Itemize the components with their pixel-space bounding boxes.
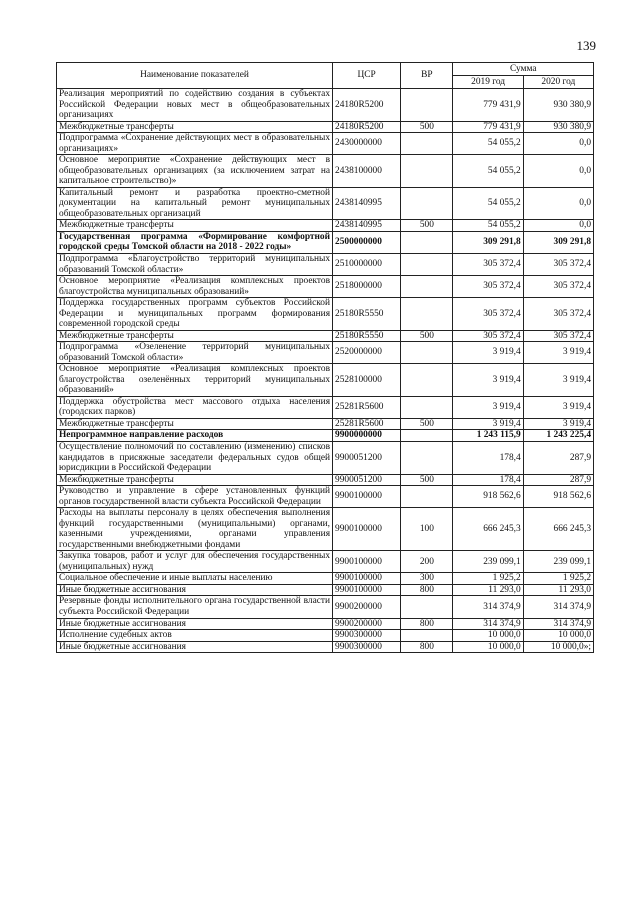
row-vr-cell xyxy=(401,596,453,618)
row-vr-cell xyxy=(401,430,453,442)
page-number: 139 xyxy=(576,38,596,53)
row-2020-cell: 930 380,9 xyxy=(523,121,593,133)
row-csr-cell: 9900100000 xyxy=(333,584,401,596)
header-vr: ВР xyxy=(401,63,453,89)
row-name-cell: Поддержка обустройства мест массового отдыха населения (городских парков) xyxy=(57,396,333,418)
row-vr-cell: 500 xyxy=(401,418,453,430)
row-csr-cell: 2528100000 xyxy=(333,364,401,397)
row-csr-cell: 9900100000 xyxy=(333,486,401,508)
row-csr-cell: 9900051200 xyxy=(333,474,401,486)
row-vr-cell: 500 xyxy=(401,474,453,486)
row-2019-cell: 11 293,0 xyxy=(453,584,523,596)
table-row xyxy=(57,89,594,122)
row-2020-cell: 314 374,9 xyxy=(523,618,593,630)
row-2020-cell: 0,0 xyxy=(523,187,593,220)
row-vr-cell: 800 xyxy=(401,641,453,653)
table-row xyxy=(57,641,594,653)
row-csr-cell: 2518000000 xyxy=(333,276,401,298)
row-name-cell: Руководство и управление в сфере установленных функций органов государственной власти субъекта Российской Федерации xyxy=(57,486,333,508)
row-csr-cell: 25180R5550 xyxy=(333,298,401,331)
row-2019-cell: 779 431,9 xyxy=(453,121,523,133)
table-row xyxy=(57,220,594,232)
row-2019-cell: 54 055,2 xyxy=(453,155,523,188)
row-name-cell: Основное мероприятие «Сохранение действующих мест в общеобразовательных организациях (за исключением затрат на капитальное строительство)» xyxy=(57,155,333,188)
row-vr-cell: 500 xyxy=(401,220,453,232)
row-vr-cell xyxy=(401,442,453,475)
row-name-cell: Иные бюджетные ассигнования xyxy=(57,641,333,653)
header-csr: ЦСР xyxy=(333,63,401,89)
row-name-cell: Межбюджетные трансферты xyxy=(57,121,333,133)
row-vr-cell xyxy=(401,155,453,188)
row-2020-cell: 305 372,4 xyxy=(523,298,593,331)
row-2020-cell: 666 245,3 xyxy=(523,508,593,551)
table-row xyxy=(57,276,594,298)
row-name-cell: Подпрограмма «Благоустройство территорий муниципальных образований Томской области» xyxy=(57,253,333,275)
row-vr-cell xyxy=(401,298,453,331)
row-2019-cell: 305 372,4 xyxy=(453,298,523,331)
table-row xyxy=(57,486,594,508)
row-vr-cell xyxy=(401,396,453,418)
row-2020-cell: 287,9 xyxy=(523,442,593,475)
row-2019-cell: 3 919,4 xyxy=(453,364,523,397)
row-name-cell: Резервные фонды исполнительного органа государственной власти субъекта Российской Федерации xyxy=(57,596,333,618)
row-2020-cell: 10 000,0 xyxy=(523,630,593,642)
row-2019-cell: 918 562,6 xyxy=(453,486,523,508)
row-name-cell: Исполнение судебных актов xyxy=(57,630,333,642)
row-vr-cell xyxy=(401,630,453,642)
row-csr-cell: 9900300000 xyxy=(333,641,401,653)
row-csr-cell: 2438140995 xyxy=(333,220,401,232)
table-row xyxy=(57,584,594,596)
table-row xyxy=(57,133,594,155)
row-name-cell: Основное мероприятие «Реализация комплексных проектов благоустройства озеленённых территорий муниципальных образований» xyxy=(57,364,333,397)
header-name: Наименование показателей xyxy=(57,63,333,89)
row-2020-cell: 10 000,0»; xyxy=(523,641,593,653)
row-vr-cell: 800 xyxy=(401,584,453,596)
row-2019-cell: 1 243 115,9 xyxy=(453,430,523,442)
row-name-cell: Закупка товаров, работ и услуг для обеспечения государственных (муниципальных) нужд xyxy=(57,551,333,573)
row-csr-cell: 2520000000 xyxy=(333,342,401,364)
table-row xyxy=(57,618,594,630)
table-row xyxy=(57,330,594,342)
table-row xyxy=(57,121,594,133)
row-2020-cell: 0,0 xyxy=(523,155,593,188)
row-vr-cell: 500 xyxy=(401,121,453,133)
row-csr-cell: 2510000000 xyxy=(333,253,401,275)
row-2019-cell: 3 919,4 xyxy=(453,418,523,430)
table-row xyxy=(57,187,594,220)
table-row xyxy=(57,430,594,442)
table-row xyxy=(57,253,594,275)
row-csr-cell: 25281R5600 xyxy=(333,396,401,418)
row-2020-cell: 930 380,9 xyxy=(523,89,593,122)
row-csr-cell: 2500000000 xyxy=(333,231,401,253)
row-name-cell: Государственная программа «Формирование комфортной городской среды Томской области на 2018 - 2022 годы» xyxy=(57,231,333,253)
row-2020-cell: 305 372,4 xyxy=(523,330,593,342)
row-name-cell: Межбюджетные трансферты xyxy=(57,220,333,232)
row-vr-cell xyxy=(401,486,453,508)
row-vr-cell: 300 xyxy=(401,573,453,585)
row-csr-cell: 2438140995 xyxy=(333,187,401,220)
row-2019-cell: 309 291,8 xyxy=(453,231,523,253)
row-csr-cell: 9900100000 xyxy=(333,508,401,551)
row-2019-cell: 10 000,0 xyxy=(453,630,523,642)
table-row xyxy=(57,573,594,585)
row-2019-cell: 305 372,4 xyxy=(453,330,523,342)
row-vr-cell xyxy=(401,253,453,275)
row-vr-cell xyxy=(401,276,453,298)
row-2020-cell: 0,0 xyxy=(523,133,593,155)
table-row xyxy=(57,396,594,418)
row-name-cell: Иные бюджетные ассигнования xyxy=(57,584,333,596)
table-row xyxy=(57,418,594,430)
row-csr-cell: 9900100000 xyxy=(333,551,401,573)
row-name-cell: Межбюджетные трансферты xyxy=(57,474,333,486)
row-vr-cell: 800 xyxy=(401,618,453,630)
row-2019-cell: 3 919,4 xyxy=(453,342,523,364)
row-2020-cell: 287,9 xyxy=(523,474,593,486)
row-csr-cell: 24180R5200 xyxy=(333,89,401,122)
row-csr-cell: 9900200000 xyxy=(333,618,401,630)
row-2020-cell: 309 291,8 xyxy=(523,231,593,253)
table-row xyxy=(57,508,594,551)
row-2019-cell: 666 245,3 xyxy=(453,508,523,551)
row-2020-cell: 3 919,4 xyxy=(523,396,593,418)
row-name-cell: Иные бюджетные ассигнования xyxy=(57,618,333,630)
table-row xyxy=(57,551,594,573)
row-csr-cell: 9900100000 xyxy=(333,573,401,585)
row-vr-cell xyxy=(401,133,453,155)
row-2020-cell: 3 919,4 xyxy=(523,342,593,364)
table-row xyxy=(57,231,594,253)
header-year-2020: 2020 год xyxy=(523,76,593,89)
row-2019-cell: 54 055,2 xyxy=(453,187,523,220)
row-csr-cell: 9900051200 xyxy=(333,442,401,475)
header-sum: Сумма xyxy=(453,63,594,76)
row-2019-cell: 3 919,4 xyxy=(453,396,523,418)
row-2020-cell: 0,0 xyxy=(523,220,593,232)
row-2020-cell: 239 099,1 xyxy=(523,551,593,573)
row-vr-cell xyxy=(401,231,453,253)
row-vr-cell: 100 xyxy=(401,508,453,551)
table-row xyxy=(57,630,594,642)
row-2019-cell: 54 055,2 xyxy=(453,133,523,155)
row-2020-cell: 11 293,0 xyxy=(523,584,593,596)
row-2019-cell: 178,4 xyxy=(453,474,523,486)
row-2020-cell: 305 372,4 xyxy=(523,276,593,298)
row-csr-cell: 9900000000 xyxy=(333,430,401,442)
row-2020-cell: 918 562,6 xyxy=(523,486,593,508)
row-2019-cell: 1 925,2 xyxy=(453,573,523,585)
row-vr-cell xyxy=(401,342,453,364)
row-csr-cell: 9900200000 xyxy=(333,596,401,618)
row-vr-cell xyxy=(401,89,453,122)
row-2020-cell: 1 925,2 xyxy=(523,573,593,585)
table-row xyxy=(57,298,594,331)
row-name-cell: Подпрограмма «Озеленение территорий муниципальных образований Томской области» xyxy=(57,342,333,364)
row-name-cell: Межбюджетные трансферты xyxy=(57,330,333,342)
row-vr-cell xyxy=(401,364,453,397)
row-2020-cell: 314 374,9 xyxy=(523,596,593,618)
row-2020-cell: 1 243 225,4 xyxy=(523,430,593,442)
table-row xyxy=(57,474,594,486)
row-name-cell: Социальное обеспечение и иные выплаты населению xyxy=(57,573,333,585)
row-csr-cell: 25180R5550 xyxy=(333,330,401,342)
row-2019-cell: 779 431,9 xyxy=(453,89,523,122)
row-csr-cell: 2430000000 xyxy=(333,133,401,155)
row-vr-cell: 500 xyxy=(401,330,453,342)
row-2019-cell: 305 372,4 xyxy=(453,276,523,298)
row-name-cell: Поддержка государственных программ субъектов Российской Федерации и муниципальных программ формирования современной городской среды xyxy=(57,298,333,331)
row-2019-cell: 305 372,4 xyxy=(453,253,523,275)
table-body xyxy=(57,89,594,653)
row-name-cell: Осуществление полномочий по составлению (изменению) списков кандидатов в присяжные заседатели федеральных судов общей юрисдикции в Российской Федерации xyxy=(57,442,333,475)
header-year-2019: 2019 год xyxy=(453,76,523,89)
row-2019-cell: 178,4 xyxy=(453,442,523,475)
row-vr-cell: 200 xyxy=(401,551,453,573)
table-row xyxy=(57,342,594,364)
row-2020-cell: 3 919,4 xyxy=(523,364,593,397)
row-name-cell: Основное мероприятие «Реализация комплексных проектов благоустройства муниципальных образований» xyxy=(57,276,333,298)
row-csr-cell: 2438100000 xyxy=(333,155,401,188)
table-row xyxy=(57,442,594,475)
row-name-cell: Межбюджетные трансферты xyxy=(57,418,333,430)
row-2020-cell: 305 372,4 xyxy=(523,253,593,275)
row-csr-cell: 24180R5200 xyxy=(333,121,401,133)
row-2020-cell: 3 919,4 xyxy=(523,418,593,430)
row-name-cell: Капитальный ремонт и разработка проектно-сметной документации на капитальный ремонт муниципальных общеобразовательных организаций xyxy=(57,187,333,220)
table-row xyxy=(57,155,594,188)
row-2019-cell: 10 000,0 xyxy=(453,641,523,653)
row-name-cell: Подпрограмма «Сохранение действующих мест в образовательных организациях» xyxy=(57,133,333,155)
table-row xyxy=(57,596,594,618)
row-csr-cell: 9900300000 xyxy=(333,630,401,642)
row-2019-cell: 314 374,9 xyxy=(453,596,523,618)
row-2019-cell: 239 099,1 xyxy=(453,551,523,573)
row-name-cell: Непрограммное направление расходов xyxy=(57,430,333,442)
row-2019-cell: 314 374,9 xyxy=(453,618,523,630)
budget-table xyxy=(56,62,594,653)
row-csr-cell: 25281R5600 xyxy=(333,418,401,430)
row-name-cell: Реализация мероприятий по содействию создания в субъектах Российской Федерации новых мест в общеобразовательных организациях xyxy=(57,89,333,122)
row-name-cell: Расходы на выплаты персоналу в целях обеспечения выполнения функций государственными (муниципальными) органами, казенными учреждениями, органами управления государственными внебюджетными фондами xyxy=(57,508,333,551)
row-vr-cell xyxy=(401,187,453,220)
row-2019-cell: 54 055,2 xyxy=(453,220,523,232)
table-row xyxy=(57,364,594,397)
